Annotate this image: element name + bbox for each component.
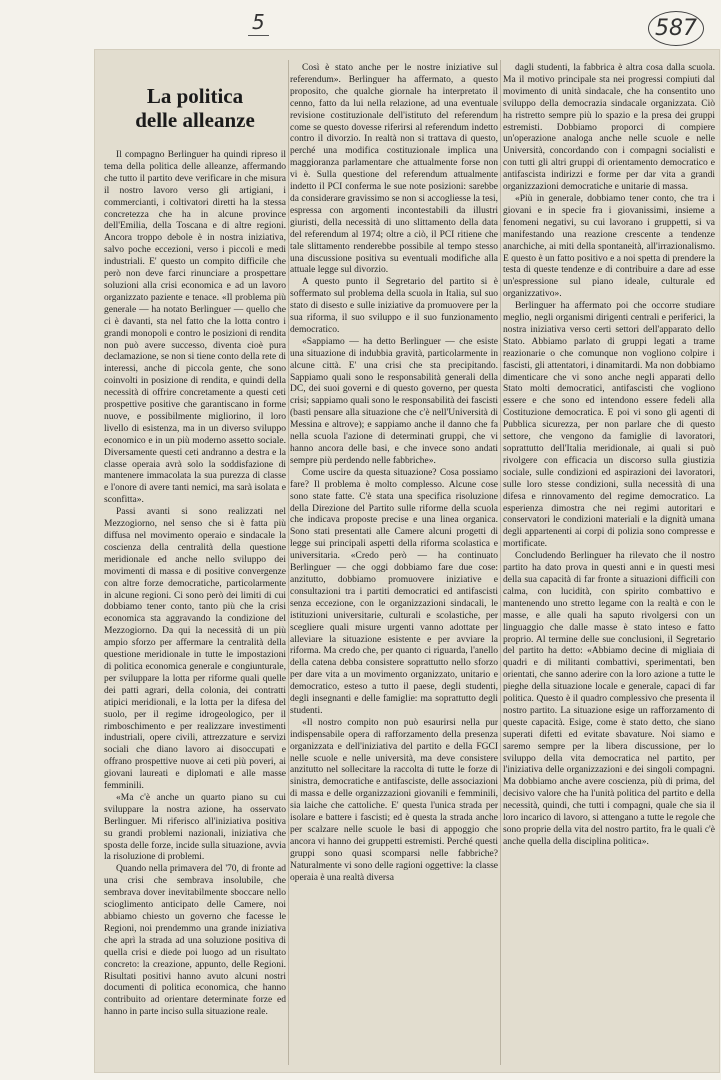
paragraph: Passi avanti si sono realizzati nel Mezzogiorno, nel senso che si è fatta più diffusa nel movimento operaio e sindacale la coscienza della centralità della questione meridionale ed anche nello sviluppo dei movimenti di massa e di positive convergenze con altre forze democratiche, particolarmente in alcune regioni. Ci sono però dei limiti di cui dobbiamo tener conto, tanto più che la crisi economica sta aggravando la condizione del Mezzogiorno. Da qui la necessità di un più ampio sforzo per affermare la centralità della questione meridionale in tutte le impostazioni di politica economica generale e congiunturale, per sviluppare la lotta per riforme quali quelle dei patti agrari, della colonia, dei contratti atipici meridionali, e la lotta per la difesa del suolo, per il regime idrogeologico, per il rimboschimento e per realizzare investimenti industriali, opere civili, attrezzature e servizi sociali che diano lavoro ai disoccupati e offrano prospettive nuove ai ceti più poveri, ai giovani laureati e diplomati e alle masse femminili. [104,507,286,792]
headline-line: La politica [146,84,244,108]
paragraph: «Più in generale, dobbiamo tener conto, che tra i giovani e in specie fra i giovanissimi, insieme a fenomeni negativi, su cui lavorano i gruppetti, si va manifestando una reazione crescente a tendenze anarchiche, ai miti della spontaneità, all'irrazionalismo. E questo è un fatto positivo e a noi spetta di prendere la testa di queste tendenze e di contribuire a dare ad esse un'espressione sul piano ideale, culturale ed organizzativo». [503,193,715,300]
paragraph: Berlinguer ha affermato poi che occorre studiare meglio, negli organismi dirigenti centrali e periferici, la nostra iniziativa verso certi settori dell'apparato dello Stato. Abbiamo parlato di gruppi legati a trame reazionarie o che comunque non vogliono colpire i fascisti, gli attentatori, i dinamitardi. Ma non dobbiamo dimenticare che vi sono anche negli apparati dello Stato molti democratici, antifascisti che vogliono essere e che sono ed intendono essere fedeli alla Costituzione democratica. E poi vi sono gli agenti di Pubblica sicurezza, per non parlare che di questo settore, che vengono da famiglie di lavoratori, soprattutto dell'Italia meridionale, ai quali si può rivolgere con efficacia un discorso sulla giustizia sociale, sulle condizioni ed aspirazioni dei lavoratori, sulle loro stesse condizioni, sulla necessità di una difesa e rinnovamento del regime democratico. La esperienza dimostra che nei regimi autoritari e conservatori le condizioni materiali e la dignità umana degli appartenenti ai corpi di polizia sono compresse e mortificate. [503,301,715,550]
paragraph: «Il nostro compito non può esaurirsi nella pur indispensabile opera di rafforzamento della presenza organizzata e dell'iniziativa del partito e della FGCI nelle scuole e nelle università, ma deve consistere anzitutto nel sollecitare la raccolta di tutte le forze di sinistra, democratiche e antifasciste, delle associazioni di massa e delle organizzazioni giovanili e femminili, sia laiche che cattoliche. E' questa l'unica strada per isolare e battere i fascisti; ed è questa la strada anche per scalzare nelle scuole le basi di appoggio che ancora vi hanno dei gruppetti estremisti. Perché questi gruppi sono quasi scomparsi nelle fabbriche? Naturalmente vi sono delle ragioni oggettive: la classe operaia è una realtà diversa [290,717,498,883]
handwritten-page-number: 5 [252,10,265,34]
paragraph: dagli studenti, la fabbrica è altra cosa dalla scuola. Ma il motivo principale sta nei progressi compiuti dal movimento di unità sindacale, che ha consentito uno sviluppo della democrazia sindacale organizzata. Ciò ha ristretto sempre più lo spazio e la presa dei gruppi estremisti. Dobbiamo proporci di compiere un'operazione analoga anche nelle scuole e nelle Università, concordando con i compagni socialisti e con tutti gli altri gruppi di orientamento democratico e antifascista indirizzi e forme per dar vita a grandi organizzazioni democratiche e unitarie di massa. [503,63,715,193]
article-column-3 [503,63,715,849]
handwritten-folio-number: 587 [648,11,704,46]
paragraph: Così è stato anche per le nostre iniziative sul referendum». Berlinguer ha affermato, a questo proposito, che qualche giornale ha interpretato il cenno, fatto da lui nella relazione, ad una eventuale revisione costituzionale dell'istituto del referendum come se questo dovesse riferirsi al referendum indetto contro il divorzio. In realtà non si trattava di questo, perché una modifica costituzionale implica una maggioranza parlamentare che attualmente forse non vi è. Sulla questione del referendum attualmente indetto il PCI conferma le sue note posizioni: sarebbe da considerare gravissimo se non si accogliesse la tesi, espressa con argomenti incontestabili da illustri giuristi, della necessità di uno slittamento della data del referendum al 1974; oltre a ciò, il PCI ritiene che tale slittamento renderebbe possibile al tempo stesso una discussione positiva su eventuali modifiche alla attuale legge sul divorzio. [290,63,498,276]
paragraph: Concludendo Berlinguer ha rilevato che il nostro partito ha dato prova in questi anni e in questi mesi della sua capacità di far fronte a situazioni difficili con calma, con lucidità, con spirito combattivo e mantenendo uno stretto legame con la realtà e con le masse, e alle quali ha saputo rivolgersi con un linguaggio che dalle masse è stato inteso e fatto proprio. Al termine delle sue conclusioni, il Segretario del partito ha detto: «Abbiamo decine di migliaia di quadri e di militanti combattivi, sperimentati, ben orientati, che sanno aderire con la loro azione a tutte le pieghe della situazione locale e generale, capaci di far politica. Questo è il quadro complessivo che presenta il nostro partito. La situazione esige un rafforzamento di queste capacità. Esige, come è stato detto, che siano superati difetti ed evitate sbavature. Noi siamo e saremo sempre per la libera discussione, per lo sviluppo della vita democratica nel partito, per l'iniziativa delle organizzazioni e dei singoli compagni. Ma dobbiamo anche avere coscienza, più di prima, del decisivo valore che ha l'unità politica del partito e della necessità, quindi, che tutti i compagni, quale che sia il loro incarico di lavoro, si attengano a tutte le regole che sono proprie della vita del nostro partito, fra le quali c'è anche quella della disciplina politica». [503,551,715,847]
paragraph: Come uscire da questa situazione? Cosa possiamo fare? Il problema è molto complesso. Alcune cose sono state fatte. C'è stata una specifica risoluzione della Direzione del Partito sulle riforme della scuola che indicava proposte precise e una linea organica. Sono stati presentati alle Camere alcuni progetti di legge sui principali aspetti della riforma scolastica e universitaria. «Credo però — ha continuato Berlinguer — che oggi dobbiamo fare due cose: anzitutto, dobbiamo promuovere iniziative e consultazioni tra i partiti democratici ed antifascisti senza eccezione, con le organizzazioni sindacali, le istituzioni universitarie, culturali e scolastiche, per scegliere quali misure urgenti vanno adottate per alleviare la situazione esistente e per avviare la riforma. Ma credo che, per quanto ci riguarda, l'anello della catena debba consistere soprattutto nello sforzo per dare vita a un movimento organizzato, unitario e democratico, esteso a tutto il paese, degli studenti, degli insegnanti e delle famiglie: ma soprattutto degli studenti. [290,467,498,716]
column-rule [500,60,501,1065]
article-column-2 [290,63,498,885]
headline-line: delle alleanze [135,108,255,132]
article-headline [110,84,280,132]
article-column-1 [104,150,286,1019]
paragraph: «Sappiamo — ha detto Berlinguer — che esiste una situazione di indubbia gravità, particolarmente in alcune città. E' una crisi che sta precipitando. Sappiamo quali sono le responsabilità generali della DC, dei suoi governi e di questo governo, per questa crisi; sappiamo quali sono le responsabilità dei fascisti (basti pensare alla situazione che c'è nell'Università di Messina e altrove); e sappiamo anche il danno che fa nella scuola l'azione di determinati gruppi, che vi hanno ancora delle basi, e che invece sono andati sempre più perdendo nelle fabbriche». [290,336,498,466]
paragraph: Quando nella primavera del '70, di fronte ad una crisi che sembrava insolubile, che sembrava dover inevitabilmente sboccare nello scioglimento anticipato delle Camere, noi abbiamo chiesto un governo che facesse le Regioni, noi prendemmo una grande iniziativa che aprì la strada ad una soluzione positiva di quella crisi e diede poi luogo ad un risultato concreto: la creazione, appunto, delle Regioni. Risultati positivi hanno avuto alcuni nostri documenti di politica economica, che hanno contribuito ad orientare determinate forze ed hanno in parte inciso sulla situazione reale. [104,864,286,1018]
column-rule [288,60,289,1065]
paragraph: A questo punto il Segretario del partito si è soffermato sul problema della scuola in Italia, sul suo stato di disesto e sulle iniziative da promuovere per la sua riforma, il suo sviluppo e il suo funzionamento democratico. [290,277,498,335]
paragraph: «Ma c'è anche un quarto piano su cui sviluppare la nostra azione, ha osservato Berlinguer. Mi riferisco all'iniziativa positiva su grandi problemi nazionali, iniziativa che sposta delle forze, incide sulla situazione, avvia la risoluzione di problemi. [104,792,286,863]
paragraph: Il compagno Berlinguer ha quindi ripreso il tema della politica delle alleanze, affermando che tutto il partito deve verificare in che misura il nostro lavoro verso gli artigiani, i commercianti, i coltivatori diretti ha la stessa concretezza che ha in alcune province dell'Emilia, della Toscana e di altre regioni. Ancora troppo debole è in nostra iniziativa, salvo poche eccezioni, verso i piccoli e medi industriali. E' questo un compito difficile che però non deve farci rinunciare a prospettare soluzioni alla crisi economica e ad un lavoro organizzato paziente e tenace. «Il problema più generale — ha notato Berlinguer — quello che ci è davanti, sta nel fatto che la lotta contro i grandi monopoli e contro le posizioni di rendita non può avere successo, diventa cioè pura declamazione, se non si tiene conto della rete di interessi, anche di piccola gente, che sono coinvolti in posizione di rendita, e quindi della necessità di offrire concretamente a questi ceti prospettive positive che garantiscano in forme nuove, e possibilmente migliorino, il loro livello di esistenza, ma in un diverso sviluppo economico e in un più moderno assetto sociale. Diversamente questi ceti andranno a destra e la classe operaia avrà solo la soddisfazione di mantenere immacolata la sua purezza di classe e l'onore di avere tanti nemici, ma sarà isolata e sconfitta». [104,150,286,506]
